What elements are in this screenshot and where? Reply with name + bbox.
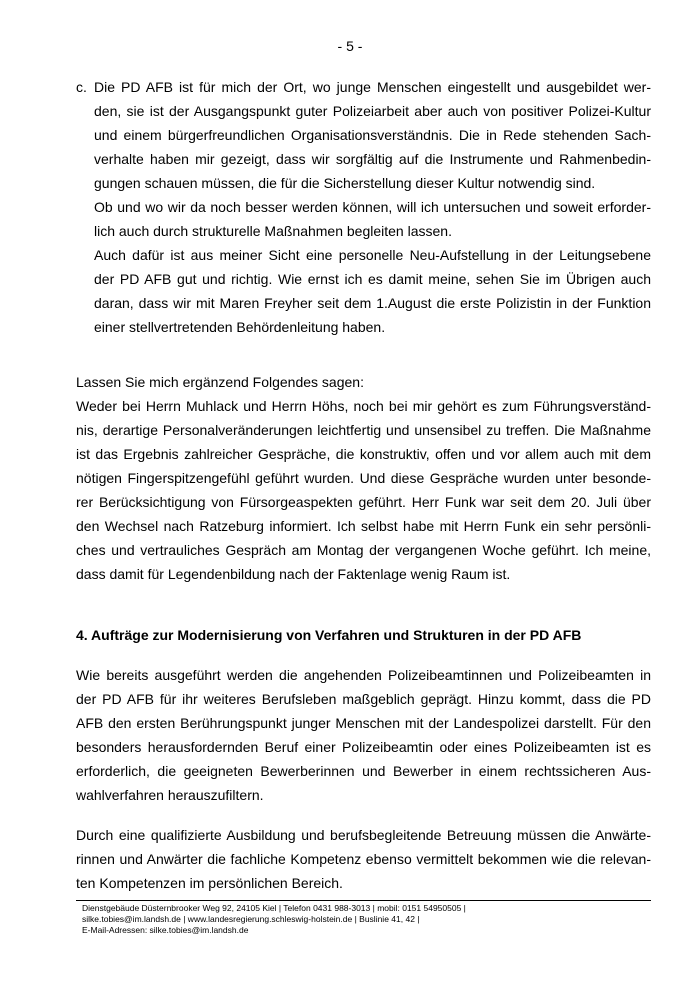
text-line: Weder bei Herrn Muhlack und Herrn Höhs, noch bei mir gehört es zum Führungsverständ- — [76, 398, 651, 414]
text-line: rinnen und Anwärter die fachliche Kompetenz ebenso vermittelt bekommen wie die relevan- — [76, 851, 651, 867]
text-line: den, sie ist der Ausgangspunkt guter Polizeiarbeit aber auch von positiver Polizei-Kultur — [94, 103, 651, 119]
text-line: ches und vertrauliches Gespräch am Montag der vergangenen Woche geführt. Ich meine, — [76, 542, 651, 558]
text-line: lich auch durch strukturelle Maßnahmen begleiten lassen. — [94, 223, 452, 239]
footer-line: Dienstgebäude Düsternbrooker Weg 92, 24105 Kiel | Telefon 0431 988-3013 | mobil: 0151 54950505 | — [82, 903, 466, 913]
text-line: erforderlich, die geeigneten Bewerberinnen und Bewerber in einem rechtssicheren Aus- — [76, 763, 651, 779]
text-line: nötigen Fingerspitzengefühl geführt wurden. Und diese Gespräche wurden unter besonde- — [76, 470, 651, 486]
text-line: Die PD AFB ist für mich der Ort, wo junge Menschen eingestellt und ausgebildet wer- — [94, 79, 651, 95]
footer-line: silke.tobies@im.landsh.de | www.landesregierung.schleswig-holstein.de | Buslinie 41, 42 | — [82, 914, 420, 924]
text-line: AFB den ersten Berührungspunkt junger Menschen mit der Landespolizei darstellt. Für den — [76, 715, 651, 731]
text-line: und einem bürgerfreundlichen Organisationsverständnis. Die in Rede stehenden Sach- — [94, 127, 651, 143]
text-line: gungen schauen müssen, die für die Sicherstellung dieser Kultur notwendig sind. — [94, 175, 596, 191]
text-line: besonders herausfordernden Beruf einer Polizeibeamtin oder eines Polizeibeamten ist es — [76, 739, 651, 755]
text-line: ten Kompetenzen im persönlichen Bereich. — [76, 875, 343, 891]
text-line: wahlverfahren herauszufiltern. — [76, 787, 264, 803]
item-c-marker: c. — [76, 79, 87, 95]
text-line: nis, derartige Personalveränderungen leichtfertig und unsensibel zu treffen. Die Maßnahme — [76, 422, 651, 438]
text-line: Wie bereits ausgeführt werden die angehenden Polizeibeamtinnen und Polizeibeamten in — [76, 667, 651, 683]
text-line: einer stellvertretenden Behördenleitung haben. — [94, 319, 386, 335]
page-number: - 5 - — [337, 38, 363, 54]
text-line: der PD AFB für ihr weiteres Berufsleben maßgeblich geprägt. Hinzu kommt, dass die PD — [76, 691, 651, 707]
text-line: den Wechsel nach Ratzeburg informiert. Ich selbst habe mit Herrn Funk ein sehr persönli- — [76, 518, 651, 534]
text-line: Lassen Sie mich ergänzend Folgendes sagen: — [76, 374, 364, 390]
footer-line: E-Mail-Adressen: silke.tobies@im.landsh.de — [82, 925, 249, 935]
text-line: verhalte haben mir gezeigt, dass wir sorgfältig auf die Instrumente und Rahmenbedin- — [94, 151, 651, 167]
text-line: Durch eine qualifizierte Ausbildung und berufsbegleitende Betreuung müssen die Anwärte- — [76, 827, 651, 843]
text-line: Ob und wo wir da noch besser werden können, will ich untersuchen und soweit erforder- — [94, 199, 651, 215]
text-line: dass damit für Legendenbildung nach der Faktenlage wenig Raum ist. — [76, 566, 511, 582]
text-line: Auch dafür ist aus meiner Sicht eine personelle Neu-Aufstellung in der Leitungsebene — [94, 247, 651, 263]
section-heading: 4. Aufträge zur Modernisierung von Verfahren und Strukturen in der PD AFB — [76, 627, 582, 643]
text-line: rer Berücksichtigung von Fürsorgeaspekten geführt. Herr Funk war seit dem 20. Juli über — [76, 494, 651, 510]
text-line: der PD AFB gut und richtig. Wie ernst ich es damit meine, sehen Sie im Übrigen auch — [94, 271, 651, 287]
text-line: daran, dass wir mit Maren Freyher seit dem 1.August die erste Polizistin in der Funktion — [94, 295, 651, 311]
footer-divider — [76, 900, 651, 901]
text-line: ist das Ergebnis zahlreicher Gespräche, die konstruktiv, offen und vor allem auch mit dem — [76, 446, 651, 462]
